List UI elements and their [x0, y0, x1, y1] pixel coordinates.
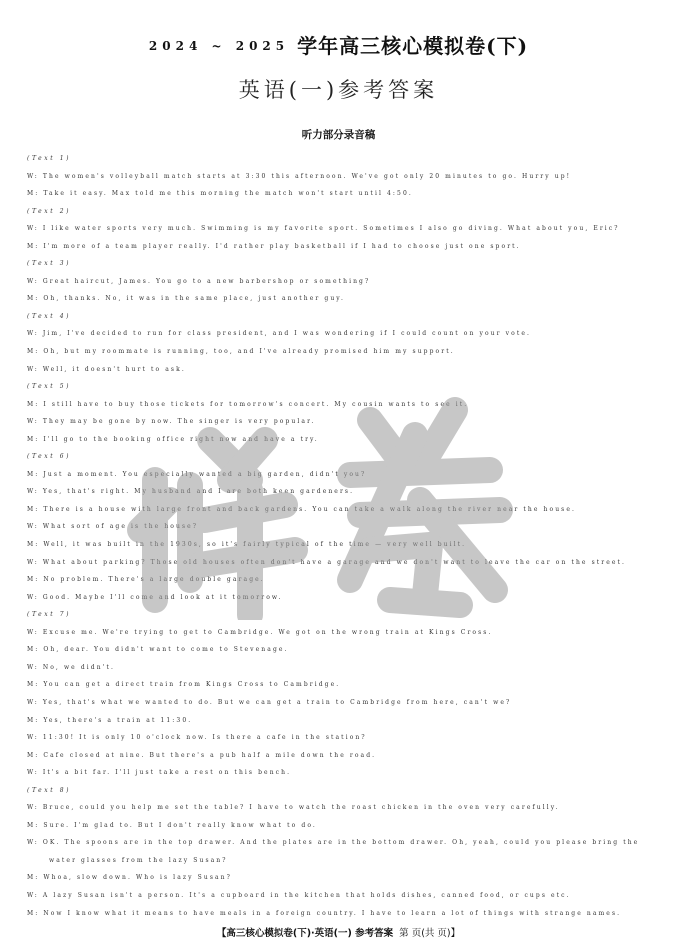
transcript-line: M: Oh, thanks. No, it was in the same place, just another guy.	[27, 295, 346, 303]
transcript-line: W: Bruce, could you help me set the table? I have to watch the roast chicken in the oven very carefully.	[27, 804, 560, 812]
transcript-line: W: What about parking? Those old houses often don't have a garage and we don't want to leave the car on the street.	[27, 558, 627, 566]
transcript-line: M: I'm more of a team player really. I'd rather play basketball if I had to choose just one sport.	[27, 242, 521, 250]
transcript-line: W: What sort of age is the house?	[27, 523, 199, 531]
text-heading: (Text 6)	[27, 453, 72, 461]
transcript-line: W: Yes, that's what we wanted to do. But we can get a train to Cambridge from here, can't we?	[27, 698, 512, 706]
transcript-line: M: Well, it was built in the 1930s, so it's fairly typical of the time — very well built.	[27, 541, 467, 549]
transcript-line: M: Sure. I'm glad to. But I don't really know what to do.	[27, 821, 317, 829]
transcript-line: M: No problem. There's a large double garage.	[27, 576, 265, 584]
footer-page-number: 第 页(共 页)】	[399, 928, 461, 939]
document-title	[0, 30, 677, 59]
transcript-line: M: You can get a direct train from Kings Cross to Cambridge.	[27, 681, 341, 689]
text-heading: (Text 7)	[27, 611, 72, 619]
transcript-line: M: Just a moment. You especially wanted a big garden, didn't you?	[27, 470, 367, 478]
page-footer	[0, 925, 677, 939]
transcript-line: M: I'll go to the booking office right now and have a try.	[27, 435, 319, 443]
transcript-line: W: Well, it doesn't hurt to ask.	[27, 365, 186, 373]
transcript-line: M: Cafe closed at nine. But there's a pub half a mile down the road.	[27, 751, 377, 759]
transcript-line: W: I like water sports very much. Swimming is my favorite sport. Sometimes I also go diving. What about you, Eric?	[27, 225, 620, 233]
transcript-line: W: Good. Maybe I'll come and look at it tomorrow.	[27, 593, 283, 601]
transcript-body	[27, 150, 657, 922]
school-year: 2024 ~ 2025	[148, 39, 290, 53]
transcript-line: M: Now I know what it means to have meals in a foreign country. I have to learn a lot of things with strange names.	[27, 909, 622, 917]
transcript-line: M: There is a house with large front and back gardens. You can take a walk along the river near the house.	[27, 505, 577, 513]
text-heading: (Text 1)	[27, 155, 72, 162]
transcript-line: W: A lazy Susan isn't a person. It's a cupboard in the kitchen that holds dishes, canned food, or cups etc.	[27, 891, 571, 899]
transcript-line: water glasses from the lazy Susan?	[49, 856, 228, 864]
footer-text: 【高三核心模拟卷(下)·英语(一) 参考答案	[216, 928, 394, 939]
transcript-line: M: Yes, there's a train at 11:30.	[27, 716, 193, 724]
text-heading: (Text 4)	[27, 312, 72, 320]
transcript-line: M: Take it easy. Max told me this morning the match won't start until 4:50.	[27, 190, 413, 198]
transcript-line: W: 11:30! It is only 10 o'clock now. Is there a cafe in the station?	[27, 734, 367, 742]
document-subtitle: 英语(一)参考答案	[238, 78, 439, 102]
transcript-line: W: Great haircut, James. You go to a new barbershop or something?	[27, 277, 371, 285]
text-heading: (Text 2)	[27, 207, 72, 215]
transcript-line: M: Oh, dear. You didn't want to come to Stevenage.	[27, 646, 289, 654]
transcript-line: W: Yes, that's right. My husband and I are both keen gardeners.	[27, 488, 355, 496]
exam-title: 学年高三核心模拟卷(下)	[297, 34, 529, 58]
transcript-line: W: It's a bit far. I'll just take a rest on this bench.	[27, 769, 292, 777]
transcript-line: W: They may be gone by now. The singer is very popular.	[27, 418, 316, 426]
transcript-line: W: Jim, I've decided to run for class president, and I was wondering if I could count on your vote.	[27, 330, 531, 338]
transcript-line: M: Whoa, slow down. Who is lazy Susan?	[27, 874, 232, 882]
text-heading: (Text 8)	[27, 786, 72, 794]
transcript-line: W: OK. The spoons are in the top drawer. And the plates are in the bottom drawer. Oh, yeah, could you please bring the	[27, 839, 640, 847]
transcript-line: W: Excuse me. We're trying to get to Cambridge. We got on the wrong train at Kings Cross.	[27, 628, 493, 636]
text-heading: (Text 3)	[27, 260, 72, 268]
section-title: 听力部分录音稿	[301, 129, 376, 141]
transcript-line: M: I still have to buy those tickets for tomorrow's concert. My cousin wants to see it.	[27, 400, 469, 408]
text-heading: (Text 5)	[27, 383, 72, 391]
transcript-line: M: Oh, but my roommate is running, too, and I've already promised him my support.	[27, 348, 455, 356]
transcript-line: W: The women's volleyball match starts at 3:30 this afternoon. We've got only 20 minutes to go. Hurry up!	[27, 172, 572, 180]
transcript-line: W: No, we didn't.	[27, 663, 115, 671]
